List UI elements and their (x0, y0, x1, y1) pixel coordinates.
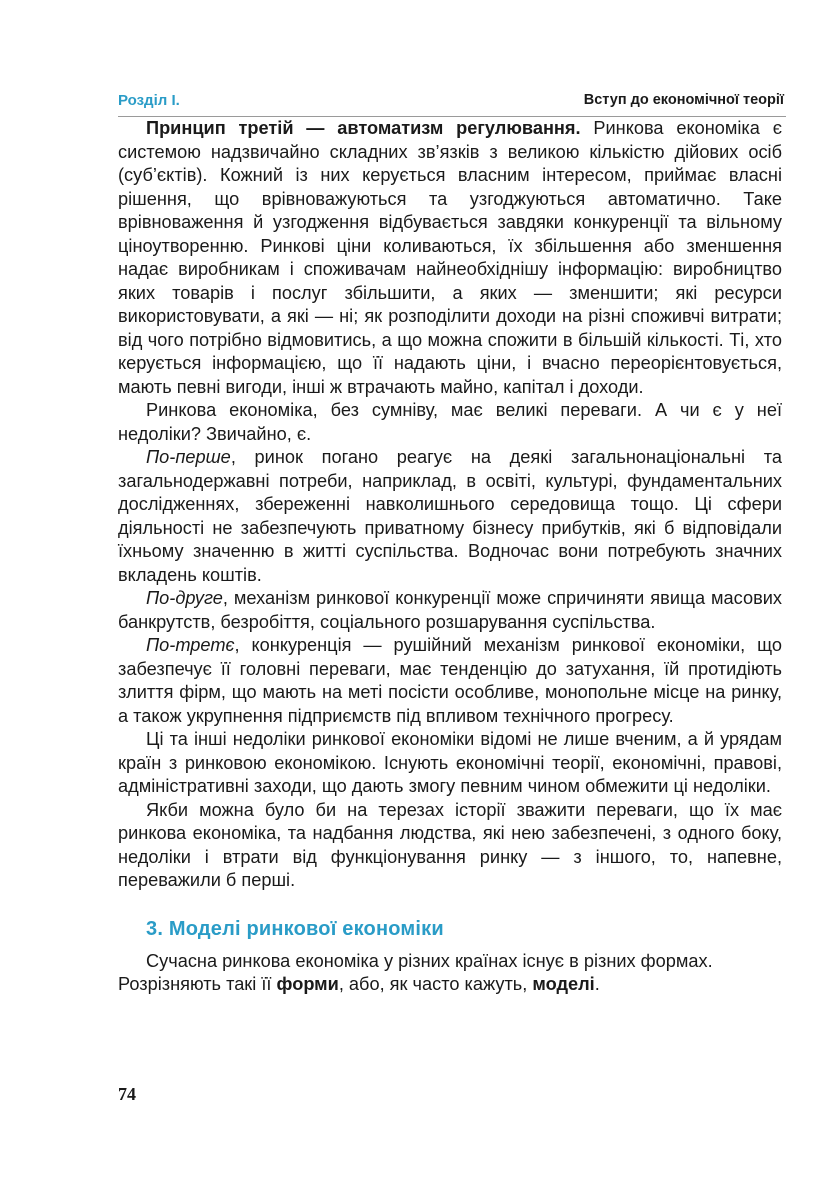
paragraph-text: , конкуренція — рушійний механізм ринкової економіки, що забезпечує її головні переваги, має тенденцію до затухання, їй протидіють злиття фірм, що мають на меті посісти особливе, монопольне місце на ринку, а також укрупнення підприємств під впливом технічного прогресу. (118, 635, 782, 726)
paragraph-third-drawback (118, 634, 782, 728)
third-marker: По-третє (146, 635, 235, 655)
paragraph-principle-three (118, 117, 782, 399)
paragraph-second-drawback (118, 587, 782, 634)
paragraph-text: , ринок погано реагує на деякі загальнонаціональні та загальнодержавні потреби, наприклад, в освіті, культурі, фундаментальних дослідженнях, збереженні навколишнього середовища тощо. Ці сфери діяльності не забезпечують приватному бізнесу прибутків, які б відповідали їхньому значенню в житті суспільства. Водночас вони потребують значних вкладень коштів. (118, 447, 782, 585)
page-body (118, 117, 782, 997)
section-label: Розділ І. (118, 92, 180, 109)
page-number: 74 (118, 1084, 136, 1104)
paragraph-conclusion (118, 799, 782, 893)
paragraph-advantages (118, 399, 782, 446)
paragraph-forms (118, 973, 782, 997)
second-marker: По-друге (146, 588, 223, 608)
paragraph-text: Ці та інші недоліки ринкової економіки відомі не лише вченим, а й урядам країн з ринковою економікою. Існують економічні теорії, економічні, правові, адміністративні заходи, що дають змогу певним чином обмежити ці недоліки. (118, 729, 782, 796)
paragraph-text: Якби можна було би на терезах історії зважити переваги, що їх має ринкова економіка, та надбання людства, які нею забезпечені, з одного боку, недоліки і втрати від функціонування ринку — з іншого, то, напевне, переважили б перші. (118, 799, 782, 890)
page-header (118, 86, 786, 117)
paragraph-first-drawback (118, 446, 782, 587)
paragraph-text: Розрізняють такі її (118, 974, 277, 994)
first-marker: По-перше (146, 447, 231, 467)
term-forms: форми (276, 974, 339, 994)
principle-three-heading: Принцип третій — автоматизм регулювання. (146, 118, 581, 138)
paragraph-text: Сучасна ринкова економіка у різних країнах існує в різних формах. (146, 950, 713, 971)
paragraph-text: Ринкова економіка, без сумніву, має великі переваги. А чи є у неї недоліки? Звичайно, є. (118, 400, 782, 444)
paragraph-drawbacks-known (118, 728, 782, 799)
paragraph-modern-economy (118, 950, 782, 974)
paragraph-text: Ринкова економіка є системою надзвичайно складних зв’язків з великою кількістю дійових осіб (суб’єктів). Кожний із них керується власним інтересом, приймає власні рішення, що врівноважуються та узгоджуються автоматично. Таке врівноваження й узгодження відбувається завдяки конкуренції та вільному ціноутворенню. Ринкові ціни коливаються, їх збільшення або зменшення надає виробникам і споживачам найнеобхіднішу інформацію: виробництво яких товарів і послуг збільшити, а яких — зменшити; які ресурси використовувати, а які — ні; як розподілити доходи на різні споживчі витрати; від чого потрібно відмовитись, а що можна спожити в більшій кількості. Ті, хто керується інформацією, що її надають ціни, і вчасно переорієнтовується, мають певні вигоди, інші ж втрачають майно, капітал і доходи. (118, 118, 782, 397)
chapter-title: Вступ до економічної теорії (583, 92, 784, 108)
paragraph-text: , або, як часто кажуть, (338, 974, 533, 994)
section-heading: 3. Моделі ринкової економіки (146, 917, 444, 940)
paragraph-text: . (594, 974, 600, 994)
term-models: моделі (532, 974, 595, 994)
paragraph-text: , механізм ринкової конкуренції може спричиняти явища масових банкрутств, безробіття, соціального розшарування суспільства. (118, 588, 782, 632)
